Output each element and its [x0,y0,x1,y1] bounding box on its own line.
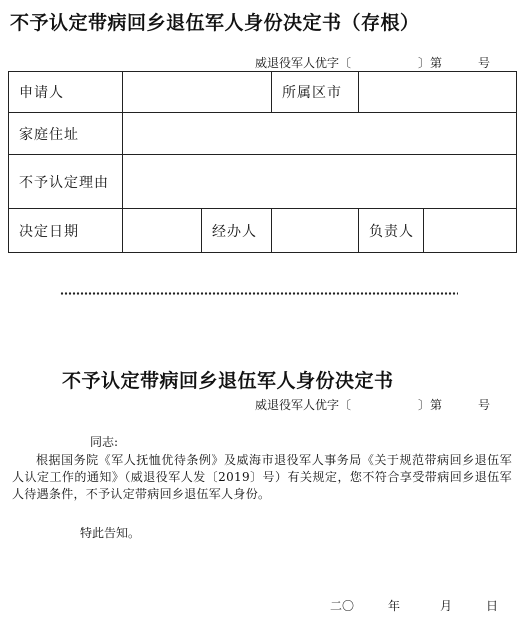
decision-date-value [123,209,202,253]
handler-value [272,209,359,253]
applicant-value [123,72,272,113]
decision-title: 不予认定带病回乡退伍军人身份决定书 [62,370,394,392]
stub-doc-close: 〕第 [418,56,443,70]
decision-body: 根据国务院《军人抚恤优待条例》及威海市退役军人事务局《关于规范带病回乡退伍军人认定工作的通知》（威退役军人发〔2019〕号）有关规定，您不符合享受带病回乡退伍军人待遇条件，不予认定带病回乡退伍军人身份。 [12,453,512,501]
closing-text: 特此告知。 [80,526,141,540]
handler-label: 经办人 [202,209,272,253]
applicant-label: 申请人 [9,72,123,113]
stub-row-address [9,113,517,155]
cut-line [60,292,458,295]
decision-doc-suffix: 号 [478,398,491,412]
stub-doc-suffix: 号 [478,56,491,70]
stub-row-date [9,209,517,253]
reason-label: 不予认定理由 [9,155,123,209]
decision-date-label: 决定日期 [9,209,123,253]
decision-doc-prefix: 威退役军人优字〔 [255,398,352,412]
stub-doc-prefix: 威退役军人优字〔 [255,56,352,70]
address-value [123,113,517,155]
stub-table [8,71,517,253]
responsible-value [424,209,517,253]
date-month: 月 [440,599,453,613]
address-label: 家庭住址 [9,113,123,155]
stub-row-applicant [9,72,517,113]
decision-doc-close: 〕第 [418,398,443,412]
salutation: 同志: [90,435,119,449]
stub-row-reason [9,155,517,209]
date-day: 日 [486,599,499,613]
stub-title: 不予认定带病回乡退伍军人身份决定书（存根） [10,12,420,34]
date-year: 年 [388,599,401,613]
date-year-prefix: 二〇 [330,599,355,613]
responsible-label: 负责人 [359,209,424,253]
district-value [359,72,517,113]
district-label: 所属区市 [272,72,359,113]
reason-value [123,155,517,209]
